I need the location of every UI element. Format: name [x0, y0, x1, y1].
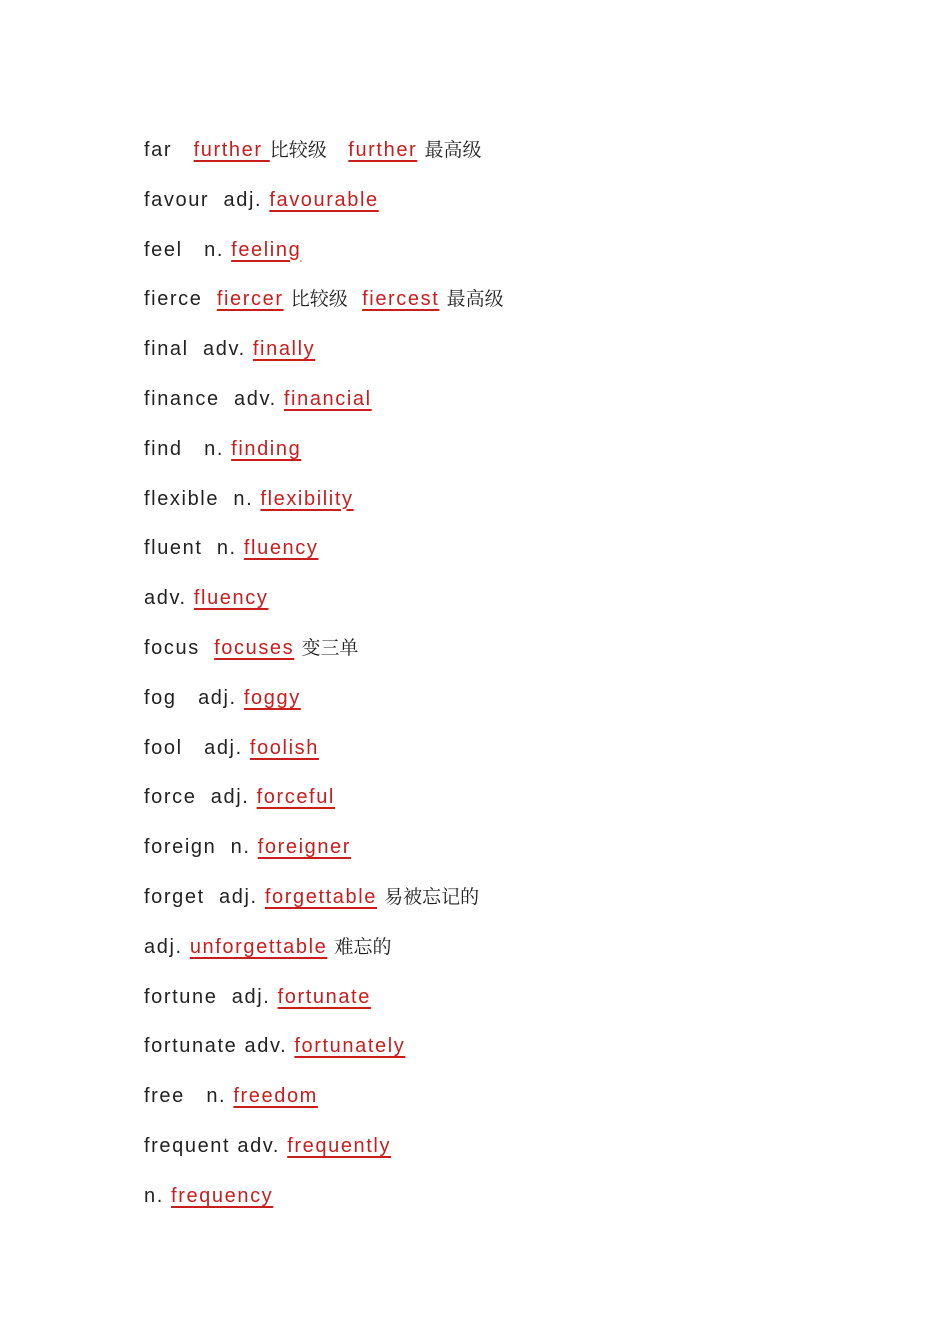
answer-word: fortunate	[277, 985, 371, 1008]
word-entry	[144, 1079, 504, 1129]
word-entry	[144, 780, 504, 830]
entry-text: feel n.	[144, 238, 232, 261]
entry-text: fortune adj.	[144, 985, 278, 1008]
chinese-note: 最高级	[424, 139, 482, 161]
answer-word: further	[348, 139, 418, 161]
word-entry	[144, 233, 504, 283]
entry-text	[327, 936, 334, 958]
entry-text: find n.	[144, 437, 232, 460]
chinese-note: 易被忘记的	[384, 885, 480, 908]
entry-text: frequent adv.	[144, 1134, 288, 1157]
answer-word: fiercest	[362, 288, 440, 311]
answer-word: feeling	[231, 238, 302, 261]
word-entry	[144, 133, 504, 183]
word-entry	[144, 980, 504, 1030]
answer-word: frequently	[287, 1134, 392, 1157]
word-entry	[144, 830, 504, 880]
answer-word: finally	[252, 338, 316, 361]
word-entry	[144, 482, 504, 532]
answer-word: foreigner	[257, 836, 352, 859]
answer-word: finding	[231, 437, 302, 460]
word-entry	[144, 1029, 504, 1079]
entry-text: far	[144, 139, 194, 161]
answer-word: financial	[283, 387, 372, 410]
entry-text: finance adv.	[144, 387, 284, 410]
word-form-list	[144, 133, 504, 1229]
answer-word: fortunately	[294, 1035, 406, 1058]
word-entry	[144, 681, 504, 731]
chinese-note: 比较级	[290, 288, 348, 311]
entry-text: focus	[144, 636, 215, 659]
answer-word: foggy	[243, 686, 301, 709]
word-entry	[144, 731, 504, 781]
chinese-note: 变三单	[301, 636, 359, 659]
entry-text: fierce	[144, 288, 217, 311]
entry-text	[284, 288, 291, 310]
answer-word: frequency	[171, 1184, 274, 1207]
entry-text	[327, 139, 348, 161]
word-entry	[144, 382, 504, 432]
word-entry	[144, 531, 504, 581]
word-entry	[144, 1179, 504, 1229]
entry-text: favour adj.	[144, 188, 270, 211]
entry-text: n.	[144, 1184, 172, 1207]
entry-text	[348, 288, 362, 310]
word-entry	[144, 432, 504, 482]
answer-word: further	[193, 139, 270, 161]
word-entry	[144, 282, 504, 332]
entry-text: flexible n.	[144, 487, 261, 510]
answer-word: fluency	[193, 587, 269, 610]
entry-text: final adv.	[144, 338, 253, 361]
entry-text: foreign n.	[144, 836, 258, 859]
entry-text: adv.	[144, 587, 194, 610]
answer-word: favourable	[269, 188, 379, 211]
word-entry	[144, 880, 504, 930]
answer-word: freedom	[233, 1085, 318, 1108]
word-entry	[144, 631, 504, 681]
word-entry	[144, 930, 504, 980]
answer-word: focuses	[214, 636, 295, 659]
answer-word: fiercer	[216, 288, 284, 311]
answer-word: flexibility	[260, 487, 354, 510]
chinese-note: 最高级	[446, 288, 504, 311]
answer-word: fluency	[243, 537, 319, 560]
entry-text: fool adj.	[144, 736, 250, 759]
entry-text: fortunate adv.	[144, 1035, 295, 1058]
answer-word: unforgettable	[189, 935, 328, 958]
entry-text: fluent n.	[144, 537, 244, 560]
entry-text: forget adj.	[144, 885, 265, 908]
word-entry	[144, 332, 504, 382]
chinese-note: 比较级	[269, 139, 327, 161]
entry-text: force adj.	[144, 786, 257, 809]
entry-text	[439, 288, 446, 310]
answer-word: forgettable	[264, 885, 377, 908]
answer-word: forceful	[256, 786, 335, 809]
word-entry	[144, 1129, 504, 1179]
answer-word: foolish	[249, 736, 319, 759]
word-entry	[144, 183, 504, 233]
word-entry	[144, 581, 504, 631]
entry-text: fog adj.	[144, 686, 244, 709]
entry-text: adj.	[144, 935, 190, 958]
entry-text: free n.	[144, 1085, 234, 1108]
chinese-note: 难忘的	[334, 935, 392, 958]
